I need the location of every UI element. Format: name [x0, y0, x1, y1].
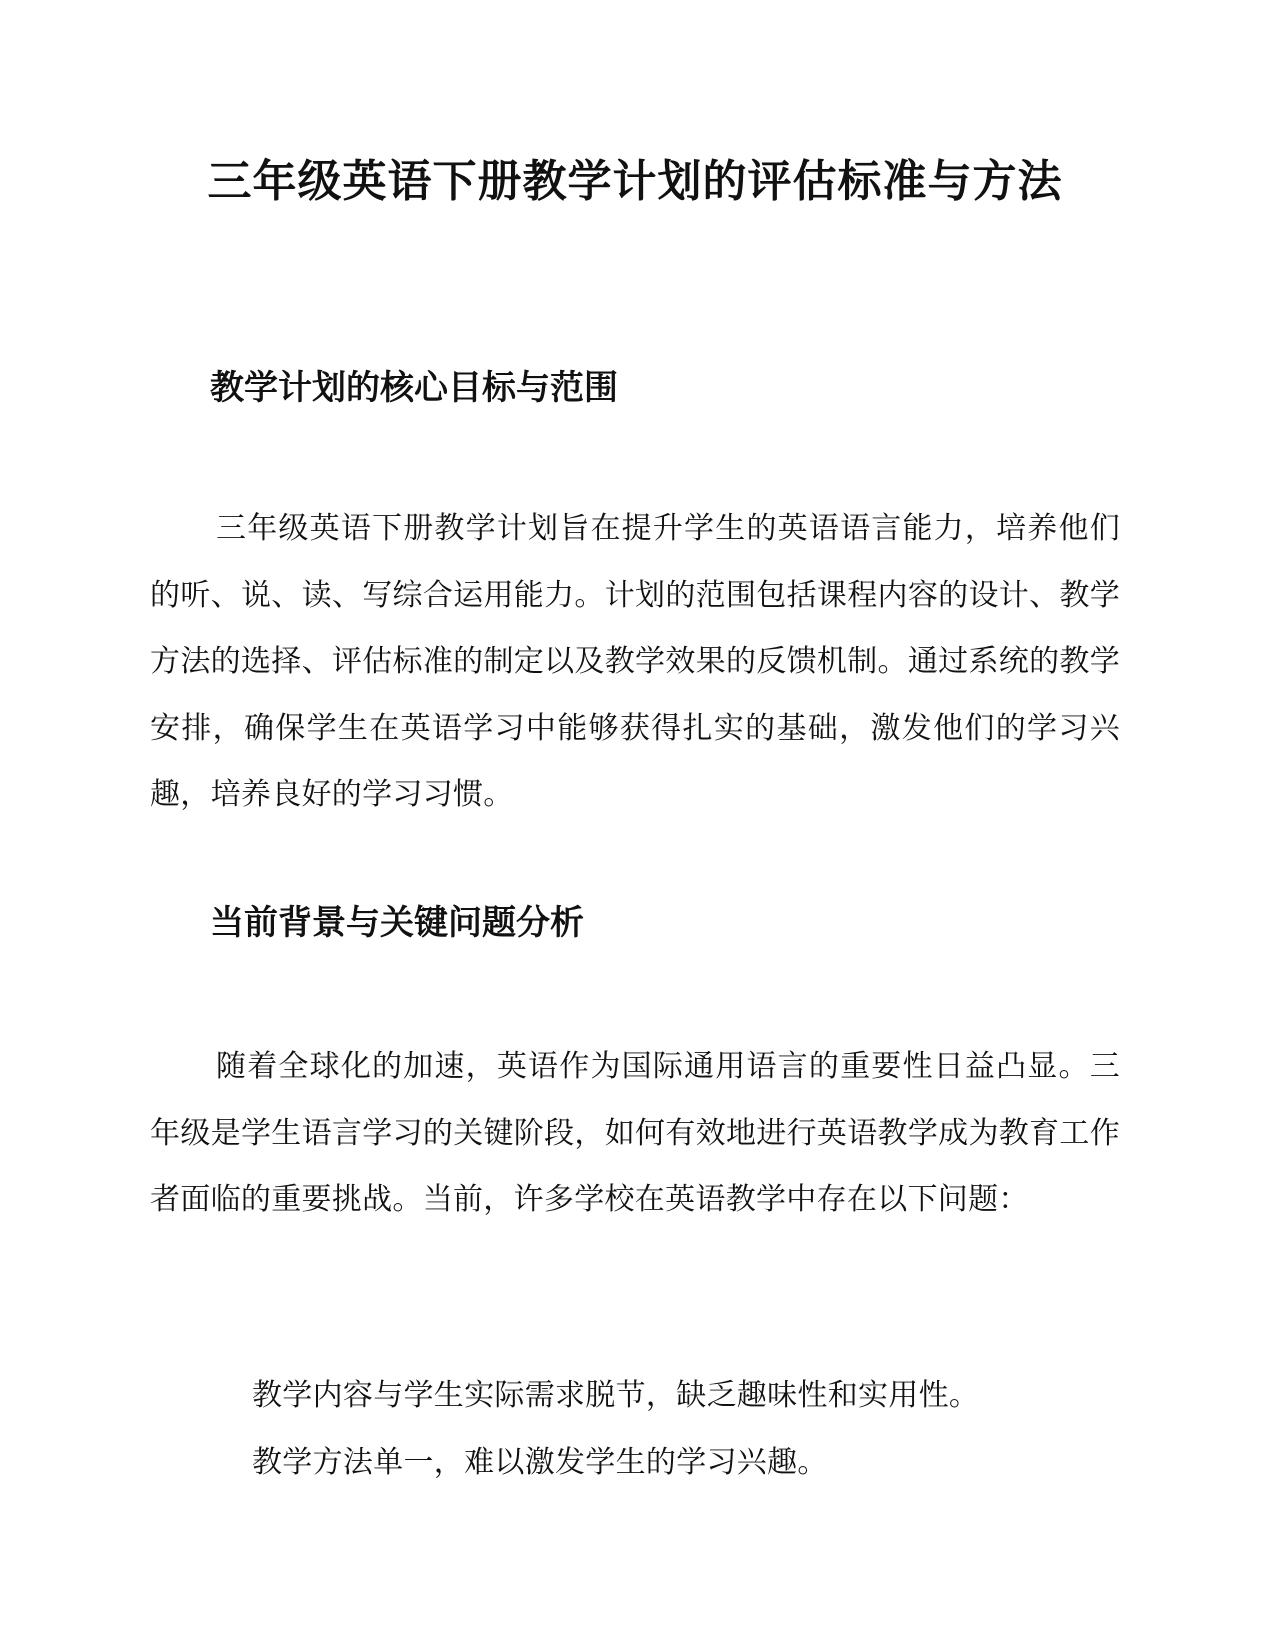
issue-item: 教学方法单一，难以激发学生的学习兴趣。 — [252, 1444, 828, 1480]
issue-item: 教学内容与学生实际需求脱节，缺乏趣味性和实用性。 — [252, 1378, 980, 1413]
section-heading-background: 当前背景与关键问题分析 — [210, 903, 584, 943]
document-title: 三年级英语下册教学计划的评估标准与方法 — [207, 156, 1063, 207]
section-paragraph-core-goals: 三年级英语下册教学计划旨在提升学生的英语语言能力，培养他们的听、说、读、写综合运用能力。计划的范围包括课程内容的设计、教学方法的选择、评估标准的制定以及教学效果的反馈机制。通过系统的教学安排，确保学生在英语学习中能够获得扎实的基础，激发他们的学习兴趣，培养良好的学习习惯。 — [150, 511, 1120, 812]
section-heading-core-goals: 教学计划的核心目标与范围 — [210, 368, 618, 408]
section-paragraph-background: 随着全球化的加速，英语作为国际通用语言的重要性日益凸显。三年级是学生语言学习的关键阶段，如何有效地进行英语教学成为教育工作者面临的重要挑战。当前，许多学校在英语教学中存在以下问题： — [150, 1049, 1120, 1217]
issues-list — [252, 1363, 979, 1496]
